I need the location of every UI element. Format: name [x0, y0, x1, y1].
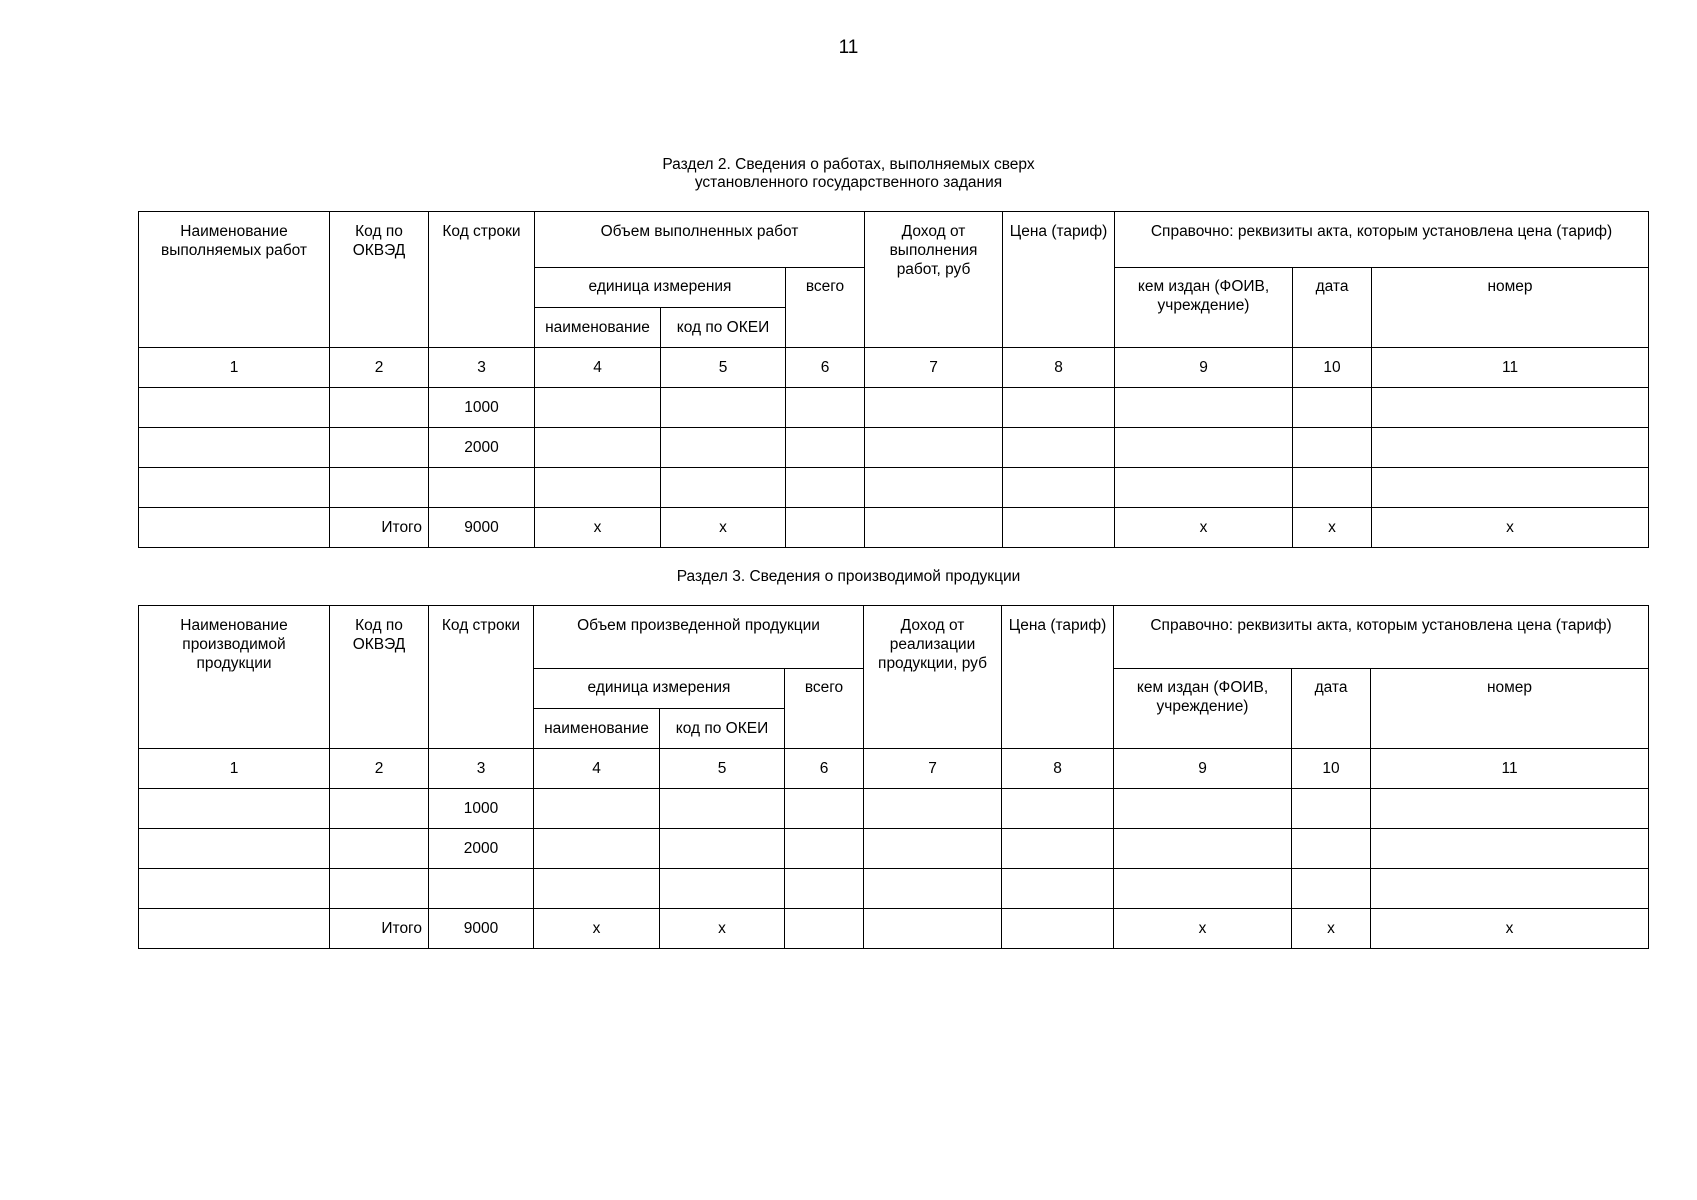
cell-input[interactable] [139, 468, 330, 508]
col-number: 9 [1115, 348, 1293, 388]
cell-x-mark: х [1371, 909, 1649, 949]
cell-input[interactable] [660, 869, 785, 909]
cell-input[interactable] [535, 428, 661, 468]
header-date: дата [1292, 669, 1371, 749]
total-row [139, 508, 1649, 548]
header-row-top [139, 606, 1649, 669]
col-number: 6 [786, 348, 865, 388]
cell-input[interactable] [786, 388, 865, 428]
column-numbers-row [139, 348, 1649, 388]
col-number: 6 [785, 749, 864, 789]
cell-input[interactable] [330, 829, 429, 869]
header-unit-okei: код по ОКЕИ [660, 709, 785, 749]
cell-row-code [429, 468, 535, 508]
cell-input[interactable] [139, 869, 330, 909]
col-number: 8 [1002, 749, 1114, 789]
col-number: 4 [534, 749, 660, 789]
cell-input[interactable] [1003, 468, 1115, 508]
cell-input[interactable] [865, 428, 1003, 468]
col-number: 2 [330, 348, 429, 388]
col-number: 3 [429, 348, 535, 388]
cell-input[interactable] [786, 468, 865, 508]
cell-row-code: 1000 [429, 789, 534, 829]
section-3-title: Раздел 3. Сведения о производимой продукции [676, 568, 1021, 585]
header-product-name: Наименование производимой продукции [139, 606, 330, 749]
col-number: 11 [1372, 348, 1649, 388]
table-row [139, 428, 1649, 468]
cell-input[interactable] [1003, 508, 1115, 548]
section-2-table [138, 211, 1649, 548]
cell-input[interactable] [864, 829, 1002, 869]
table-row [139, 388, 1649, 428]
cell-input[interactable] [1372, 428, 1649, 468]
cell-x-mark: х [660, 909, 785, 949]
cell-input[interactable] [534, 869, 660, 909]
cell-input[interactable] [865, 388, 1003, 428]
cell-input[interactable] [330, 789, 429, 829]
cell-input[interactable] [786, 508, 865, 548]
col-number: 7 [865, 348, 1003, 388]
section-3-table [138, 605, 1649, 949]
header-date: дата [1293, 268, 1372, 348]
cell-input[interactable] [785, 829, 864, 869]
cell-input[interactable] [660, 789, 785, 829]
cell-x-mark: х [1115, 508, 1293, 548]
cell-input[interactable] [785, 789, 864, 829]
cell-input[interactable] [1115, 428, 1293, 468]
header-income: Доход от выполнения работ, руб [865, 212, 1003, 348]
table-row [139, 869, 1649, 909]
header-okved-code: Код по ОКВЭД [330, 606, 429, 749]
cell-input[interactable] [330, 388, 429, 428]
cell-input[interactable] [785, 869, 864, 909]
table-row [139, 829, 1649, 869]
cell-input[interactable] [786, 428, 865, 468]
cell-input[interactable] [1002, 869, 1114, 909]
header-work-name: Наименование выполняемых работ [139, 212, 330, 348]
cell-input[interactable] [661, 428, 786, 468]
header-price: Цена (тариф) [1003, 212, 1115, 348]
cell-input[interactable] [1371, 789, 1649, 829]
page-number: 11 [838, 37, 859, 58]
cell-x-mark: х [534, 909, 660, 949]
total-row-code: 9000 [429, 909, 534, 949]
cell-input[interactable] [139, 388, 330, 428]
col-number: 3 [429, 749, 534, 789]
col-number: 10 [1292, 749, 1371, 789]
cell-input[interactable] [785, 909, 864, 949]
total-label: Итого [330, 508, 429, 548]
cell-input[interactable] [661, 388, 786, 428]
cell-input[interactable] [1115, 388, 1293, 428]
cell-x-mark: х [535, 508, 661, 548]
cell-input[interactable] [139, 829, 330, 869]
cell-input[interactable] [1293, 428, 1372, 468]
col-number: 1 [139, 348, 330, 388]
header-unit-name: наименование [534, 709, 660, 749]
header-total: всего [786, 268, 865, 348]
cell-input[interactable] [1003, 428, 1115, 468]
total-label: Итого [330, 909, 429, 949]
header-number: номер [1371, 669, 1649, 749]
cell-input[interactable] [534, 789, 660, 829]
cell-row-code: 2000 [429, 829, 534, 869]
cell-row-code [429, 869, 534, 909]
header-row-top [139, 212, 1649, 268]
col-number: 7 [864, 749, 1002, 789]
cell-input[interactable] [534, 829, 660, 869]
cell-input[interactable] [660, 829, 785, 869]
col-number: 9 [1114, 749, 1292, 789]
cell-input[interactable] [1371, 829, 1649, 869]
cell-input[interactable] [1115, 468, 1293, 508]
cell-input[interactable] [330, 869, 429, 909]
cell-row-code: 2000 [429, 428, 535, 468]
header-row-code: Код строки [429, 606, 534, 749]
header-unit: единица измерения [534, 669, 785, 709]
header-unit-okei: код по ОКЕИ [661, 308, 786, 348]
cell-input[interactable] [1372, 388, 1649, 428]
header-reference-group: Справочно: реквизиты акта, которым установлена цена (тариф) [1114, 606, 1649, 669]
section-2-title-line2: установленного государственного задания [694, 174, 1003, 191]
cell-x-mark: х [661, 508, 786, 548]
cell-x-mark: х [1372, 508, 1649, 548]
header-row-code: Код строки [429, 212, 535, 348]
cell-input[interactable] [1003, 388, 1115, 428]
cell-input[interactable] [1114, 829, 1292, 869]
cell-input[interactable] [1002, 829, 1114, 869]
header-unit-name: наименование [535, 308, 661, 348]
cell-x-mark: х [1114, 909, 1292, 949]
cell-input[interactable] [864, 869, 1002, 909]
cell-input[interactable] [1293, 388, 1372, 428]
header-issued-by: кем издан (ФОИВ, учреждение) [1114, 669, 1292, 749]
total-row [139, 909, 1649, 949]
cell-x-mark: х [1293, 508, 1372, 548]
header-unit: единица измерения [535, 268, 786, 308]
cell-input[interactable] [139, 508, 330, 548]
cell-input[interactable] [661, 468, 786, 508]
cell-input[interactable] [330, 428, 429, 468]
cell-input[interactable] [1114, 869, 1292, 909]
cell-input[interactable] [330, 468, 429, 508]
col-number: 11 [1371, 749, 1649, 789]
header-reference-group: Справочно: реквизиты акта, которым установлена цена (тариф) [1115, 212, 1649, 268]
col-number: 5 [661, 348, 786, 388]
cell-input[interactable] [1292, 789, 1371, 829]
header-volume-group: Объем произведенной продукции [534, 606, 864, 669]
table-row [139, 789, 1649, 829]
section-2-title-line1: Раздел 2. Сведения о работах, выполняемых сверх [662, 156, 1035, 173]
cell-input[interactable] [1372, 468, 1649, 508]
cell-input[interactable] [139, 428, 330, 468]
cell-input[interactable] [1292, 869, 1371, 909]
header-okved-code: Код по ОКВЭД [330, 212, 429, 348]
cell-input[interactable] [1002, 789, 1114, 829]
col-number: 5 [660, 749, 785, 789]
cell-input[interactable] [139, 789, 330, 829]
col-number: 10 [1293, 348, 1372, 388]
column-numbers-row [139, 749, 1649, 789]
col-number: 1 [139, 749, 330, 789]
total-row-code: 9000 [429, 508, 535, 548]
header-price: Цена (тариф) [1002, 606, 1114, 749]
header-total: всего [785, 669, 864, 749]
col-number: 4 [535, 348, 661, 388]
header-number: номер [1372, 268, 1649, 348]
cell-input[interactable] [139, 909, 330, 949]
section-2-title [0, 156, 1697, 192]
header-volume-group: Объем выполненных работ [535, 212, 865, 268]
cell-input[interactable] [1371, 869, 1649, 909]
cell-input[interactable] [865, 468, 1003, 508]
header-income: Доход от реализации продукции, руб [864, 606, 1002, 749]
cell-input[interactable] [865, 508, 1003, 548]
cell-input[interactable] [1292, 829, 1371, 869]
col-number: 2 [330, 749, 429, 789]
cell-x-mark: х [1292, 909, 1371, 949]
cell-input[interactable] [1114, 789, 1292, 829]
cell-input[interactable] [1002, 909, 1114, 949]
col-number: 8 [1003, 348, 1115, 388]
cell-input[interactable] [535, 468, 661, 508]
cell-input[interactable] [864, 909, 1002, 949]
cell-input[interactable] [1293, 468, 1372, 508]
header-issued-by: кем издан (ФОИВ, учреждение) [1115, 268, 1293, 348]
table-row [139, 468, 1649, 508]
cell-row-code: 1000 [429, 388, 535, 428]
cell-input[interactable] [864, 789, 1002, 829]
cell-input[interactable] [535, 388, 661, 428]
